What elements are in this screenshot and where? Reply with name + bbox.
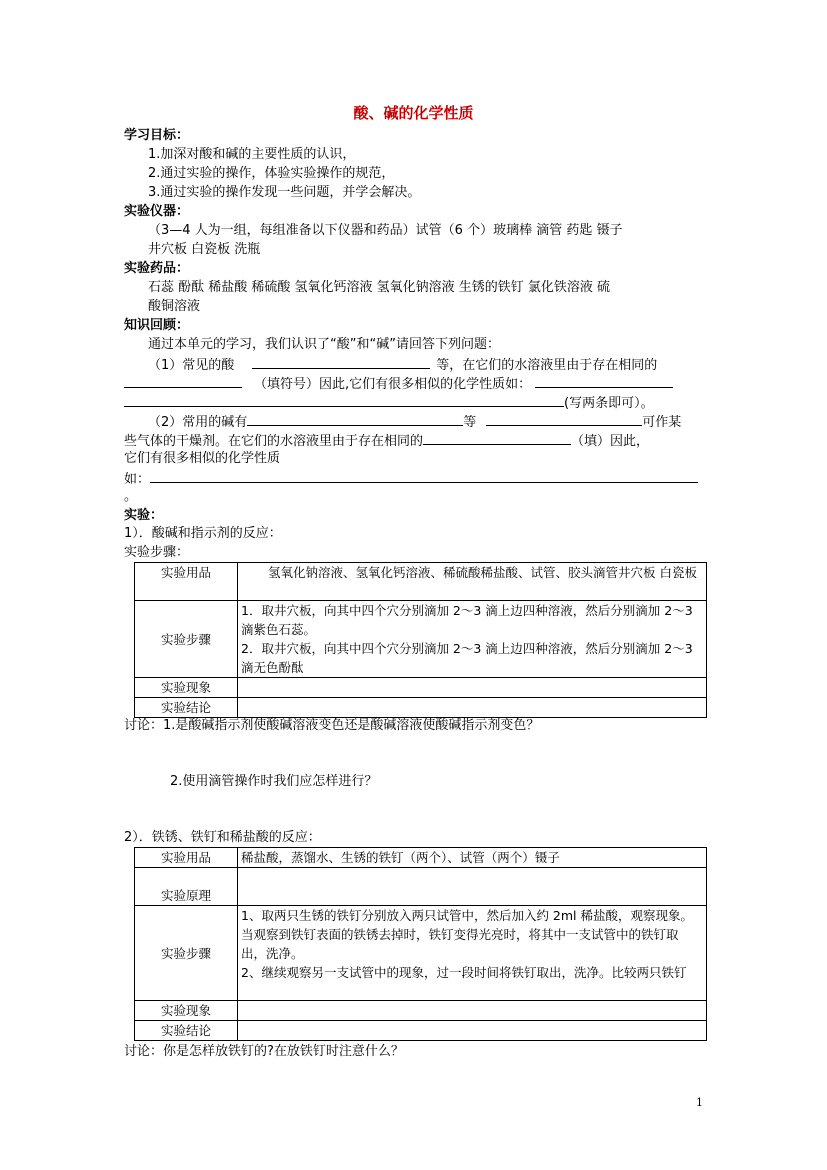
review-q1-line2: （填符号）因此,它们有很多相似的化学性质如： <box>124 373 673 394</box>
discussion-1: 讨论：1.是酸碱指示剂使酸碱溶液变色还是酸碱溶液使酸碱指示剂变色？ <box>124 718 540 733</box>
table2-label-principle: 实验原理 <box>135 868 238 906</box>
table2-value-materials: 稀盐酸，蒸馏水、生锈的铁钉（两个）、试管（两个）镊子 <box>238 848 707 868</box>
table1-label-materials: 实验用品 <box>135 563 238 601</box>
experiment-heading: 实验： <box>124 508 164 523</box>
review-heading: 知识回顾： <box>124 318 190 333</box>
table1-label-steps: 实验步骤 <box>135 601 238 678</box>
table2-value-conclusion[interactable] <box>238 1021 707 1041</box>
part2-title: 2）．铁锈、铁钉和稀盐酸的反应： <box>124 830 321 845</box>
table1-step: 1．取井穴板，向其中四个穴分别滴加 2～3 滴上边四种溶液，然后分别滴加 2～3 滴紫色石蕊。 <box>241 603 693 637</box>
table2-step: 1、取两只生锈的铁钉分别放入两只试管中，然后加入约 2ml 稀盐酸，观察现象。当观察到铁钉表面的铁锈去掉时，铁钉变得光亮时，将其中一支试管中的铁钉取出，洗净。 <box>241 908 694 961</box>
reagents-line: 酸铜溶液 <box>148 299 201 314</box>
table2-step: 2、继续观察另一支试管中的现象，过一段时间将铁钉取出，洗净。比较两只铁钉 <box>241 965 687 980</box>
goal-item: 1.加深对酸和碱的主要性质的认识， <box>148 147 356 162</box>
review-q2-end: 。 <box>124 489 138 504</box>
review-intro: 通过本单元的学习，我们认识了“酸”和“碱”请回答下列问题： <box>148 337 500 352</box>
review-q2-line4: 如： <box>124 468 698 489</box>
table1-value-steps <box>238 601 707 678</box>
table1-value-conclusion[interactable] <box>238 698 707 718</box>
part1-title: 1）．酸碱和指示剂的反应： <box>124 526 282 541</box>
review-q2-line2: 些气体的干燥剂。在它们的水溶液里由于存在相同的 （填）因此， <box>124 430 649 451</box>
experiment-table-1 <box>134 562 707 718</box>
instruments-heading: 实验仪器： <box>124 204 190 219</box>
table2-value-steps <box>238 906 707 1001</box>
review-q2: （2）常用的碱有 等 可作某 <box>148 411 681 432</box>
part1-steps-label: 实验步骤： <box>124 545 190 560</box>
page-title: 酸、碱的化学性质 <box>353 104 474 122</box>
table1-step: 2．取井穴板，向其中四个穴分别滴加 2～3 滴上边四种溶液，然后分别滴加 2～3 滴无色酚酞 <box>241 641 693 675</box>
reagents-line: 石蕊 酚酞 稀盐酸 稀硫酸 氢氧化钙溶液 氢氧化钠溶液 生锈的铁钉 氯化铁溶液 硫 <box>148 280 611 295</box>
instruments-line: （3—4 人为一组，每组准备以下仪器和药品）试管（6 个）玻璃棒 滴管 药匙 镊子 <box>148 223 623 238</box>
table2-label-phenomenon: 实验现象 <box>135 1001 238 1021</box>
reagents-heading: 实验药品： <box>124 261 190 276</box>
instruments-line: 井穴板 白瓷板 洗瓶 <box>148 242 261 257</box>
page-number: 1 <box>696 1096 703 1109</box>
experiment-table-2 <box>134 847 707 1041</box>
table2-value-phenomenon[interactable] <box>238 1001 707 1021</box>
review-q1-line3: (写两条即可）。 <box>124 392 654 413</box>
discussion-2: 2.使用滴管操作时我们应怎样进行？ <box>170 774 378 789</box>
table2-value-principle[interactable] <box>238 868 707 906</box>
review-q1: （1）常见的酸 等，在它们的水溶液里由于存在相同的 <box>148 354 657 375</box>
goals-heading: 学习目标： <box>124 128 190 143</box>
goal-item: 2.通过实验的操作，体验实验操作的规范， <box>148 166 395 181</box>
table2-label-materials: 实验用品 <box>135 848 238 868</box>
goal-item: 3.通过实验的操作发现一些问题，并学会解决。 <box>148 185 421 200</box>
discussion-3: 讨论：你是怎样放铁钉的?在放铁钉时注意什么？ <box>124 1044 404 1059</box>
table1-value-materials: 氢氧化钠溶液、氢氧化钙溶液、稀硫酸稀盐酸、试管、胶头滴管井穴板 白瓷板 <box>238 563 707 601</box>
table1-label-phenomenon: 实验现象 <box>135 678 238 698</box>
table2-label-conclusion: 实验结论 <box>135 1021 238 1041</box>
review-q2-line3: 它们有很多相似的化学性质 <box>124 451 281 466</box>
table1-label-conclusion: 实验结论 <box>135 698 238 718</box>
table2-label-steps: 实验步骤 <box>135 906 238 1001</box>
table1-value-phenomenon[interactable] <box>238 678 707 698</box>
